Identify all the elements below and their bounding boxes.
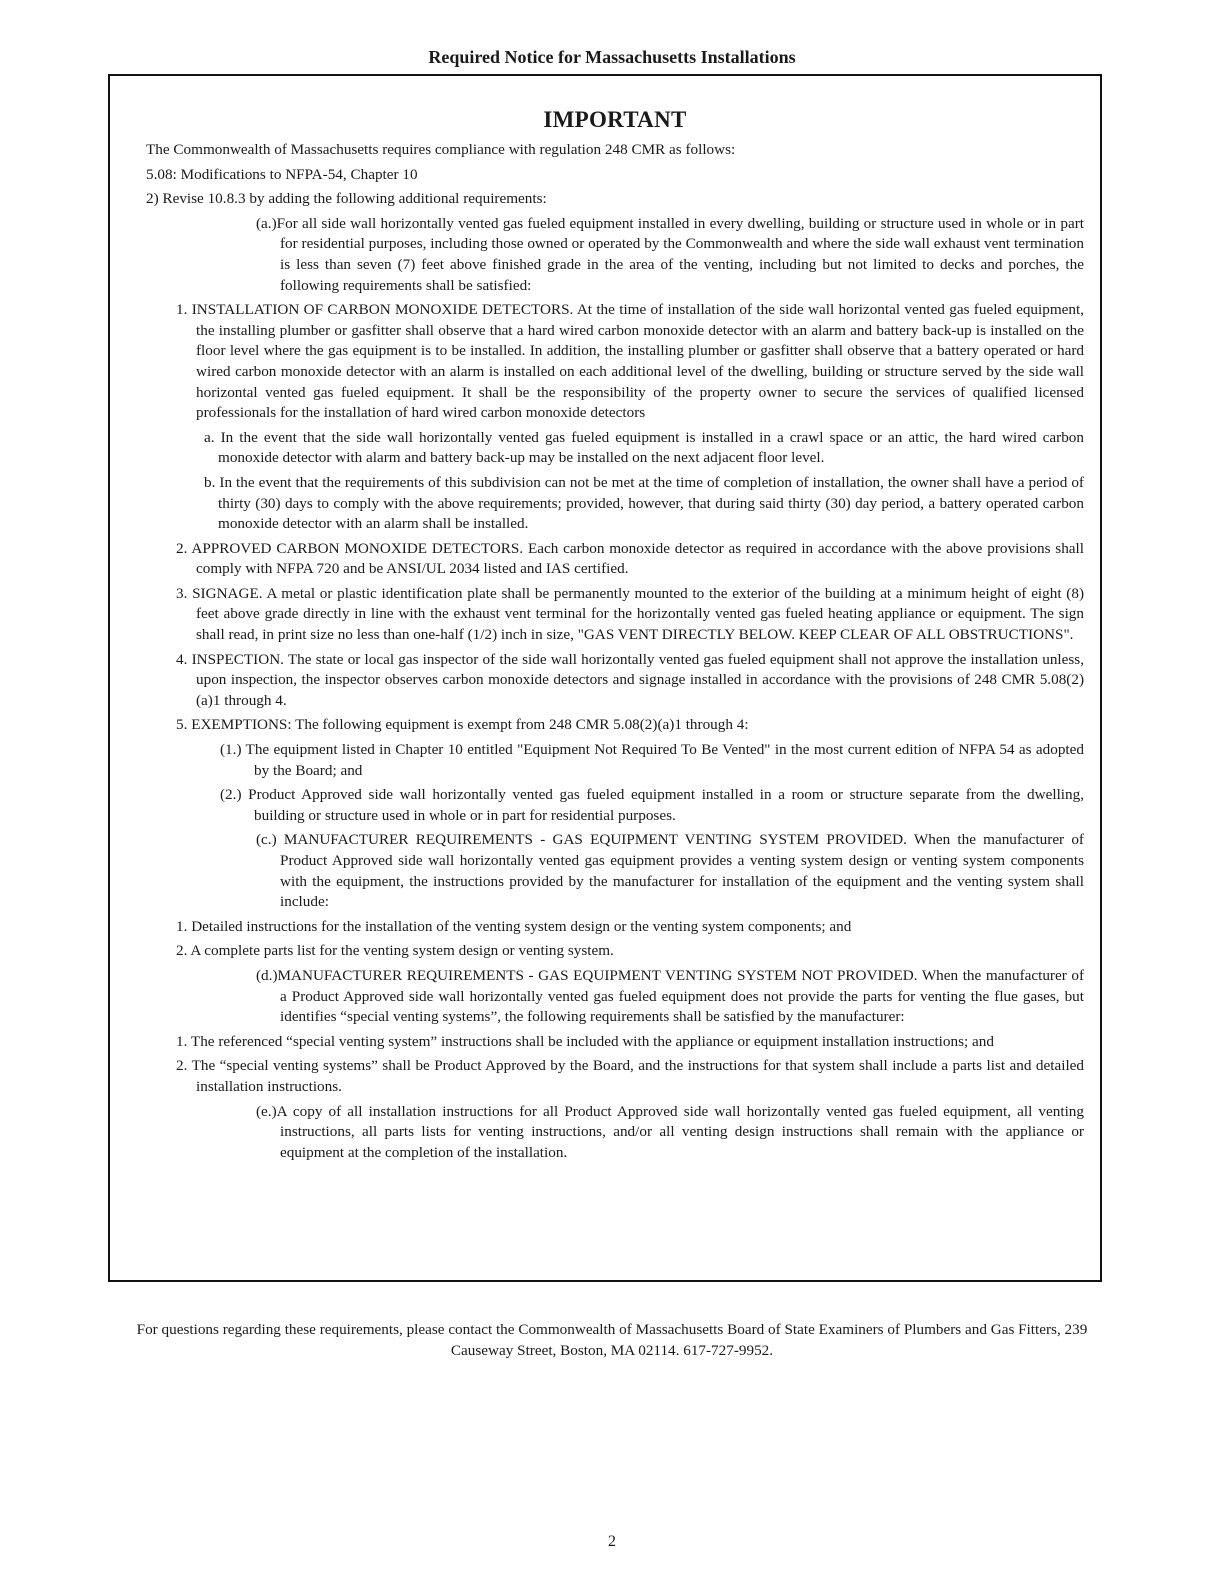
requirement-2: 2. APPROVED CARBON MONOXIDE DETECTORS. Each carbon monoxide detector as required in accordance with the above provisions shall comply with NFPA 720 and be ANSI/UL 2034 listed and IAS certified. — [176, 539, 1084, 578]
clause-c: (c.) MANUFACTURER REQUIREMENTS - GAS EQUIPMENT VENTING SYSTEM PROVIDED. When the manufacturer of Product Approved side wall horizontally vented gas equipment provides a venting system design or venting system components with the equipment, the instructions provided by the manufacturer for installation of the equipment and the venting system shall include: — [256, 831, 1084, 911]
requirement-5: 5. EXEMPTIONS: The following equipment is exempt from 248 CMR 5.08(2)(a)1 through 4: — [176, 716, 749, 734]
requirement-1a: a. In the event that the side wall horizontally vented gas fueled equipment is installed in a crawl space or an attic, the hard wired carbon monoxide detector with alarm and battery back-up may be installed on the next adjacent floor level. — [204, 428, 1084, 467]
contact-footer: For questions regarding these requirements, please contact the Commonwealth of Massachusetts Board of State Examiners of Plumbers and Gas Fitters, 239 Causeway Street, Boston, MA 02114. 617-727-9952. — [136, 1321, 1088, 1359]
notice-revise: 2) Revise 10.8.3 by adding the following additional requirements: — [146, 190, 547, 208]
page-header: Required Notice for Massachusetts Installations — [428, 47, 796, 67]
clause-d-item-1: 1. The referenced “special venting system” instructions shall be included with the appliance or equipment installation instructions; and — [176, 1032, 994, 1050]
requirement-1: 1. INSTALLATION OF CARBON MONOXIDE DETECTORS. At the time of installation of the side wall horizontal vented gas fueled equipment, the installing plumber or gasfitter shall observe that a hard wired carbon monoxide detector with an alarm and battery back-up is installed on the floor level where the gas equipment is to be installed. In addition, the installing plumber or gasfitter shall observe that a battery operated or hard wired carbon monoxide detector with an alarm is installed on each additional level of the dwelling, building or structure served by the side wall horizontal vented gas fueled equipment. It shall be the responsibility of the property owner to secure the services of qualified licensed professionals for the installation of hard wired carbon monoxide detectors — [176, 301, 1084, 422]
requirement-4: 4. INSPECTION. The state or local gas inspector of the side wall horizontally vented gas fueled equipment shall not approve the installation unless, upon inspection, the inspector observes carbon monoxide detectors and signage installed in accordance with the provisions of 248 CMR 5.08(2)(a)1 through 4. — [176, 650, 1084, 709]
clause-c-item-2: 2. A complete parts list for the venting system design or venting system. — [176, 942, 614, 960]
notice-title: IMPORTANT — [543, 107, 687, 132]
notice-intro: The Commonwealth of Massachusetts requires compliance with regulation 248 CMR as follows: — [146, 141, 736, 158]
clause-d: (d.)MANUFACTURER REQUIREMENTS - GAS EQUIPMENT VENTING SYSTEM NOT PROVIDED. When the manufacturer of a Product Approved side wall horizontally vented gas fueled equipment does not provide the parts for venting the flue gases, but identifies “special venting systems”, the following requirements shall be satisfied by the manufacturer: — [256, 966, 1084, 1026]
notice-section: 5.08: Modifications to NFPA-54, Chapter 10 — [146, 165, 418, 183]
clause-c-item-1: 1. Detailed instructions for the installation of the venting system design or the venting system components; and — [176, 917, 852, 935]
clause-a: (a.)For all side wall horizontally vented gas fueled equipment installed in every dwelling, building or structure used in whole or in part for residential purposes, including those owned or operated by the Commonwealth and where the side wall exhaust vent termination is less than seven (7) feet above finished grade in the area of the venting, including but not limited to decks and porches, the following requirements shall be satisfied: — [256, 214, 1084, 294]
clause-e: (e.)A copy of all installation instructions for all Product Approved side wall horizontally vented gas fueled equipment, all venting instructions, all parts lists for venting instructions, and/or all venting design instructions shall remain with the appliance or equipment at the completion of the installation. — [256, 1102, 1084, 1161]
clause-d-item-2: 2. The “special venting systems” shall be Product Approved by the Board, and the instructions for that system shall include a parts list and detailed installation instructions. — [176, 1057, 1084, 1095]
exemption-2: (2.) Product Approved side wall horizontally vented gas fueled equipment installed in a room or structure separate from the dwelling, building or structure used in whole or in part for residential purposes. — [220, 786, 1084, 824]
requirement-3: 3. SIGNAGE. A metal or plastic identification plate shall be permanently mounted to the exterior of the building at a minimum height of eight (8) feet above grade directly in line with the exhaust vent terminal for the horizontally vented gas fueled heating appliance or equipment. The sign shall read, in print size no less than one-half (1/2) inch in size, "GAS VENT DIRECTLY BELOW. KEEP CLEAR OF ALL OBSTRUCTIONS". — [176, 584, 1084, 644]
requirement-1b: b. In the event that the requirements of this subdivision can not be met at the time of completion of installation, the owner shall have a period of thirty (30) days to comply with the above requirements; provided, however, that during said thirty (30) day period, a battery operated carbon monoxide detector with an alarm shall be installed. — [204, 473, 1084, 533]
exemption-1: (1.) The equipment listed in Chapter 10 entitled "Equipment Not Required To Be Vented" in the most current edition of NFPA 54 as adopted by the Board; and — [220, 741, 1084, 779]
page-number: 2 — [608, 1533, 616, 1550]
notice-box — [108, 74, 1102, 1282]
